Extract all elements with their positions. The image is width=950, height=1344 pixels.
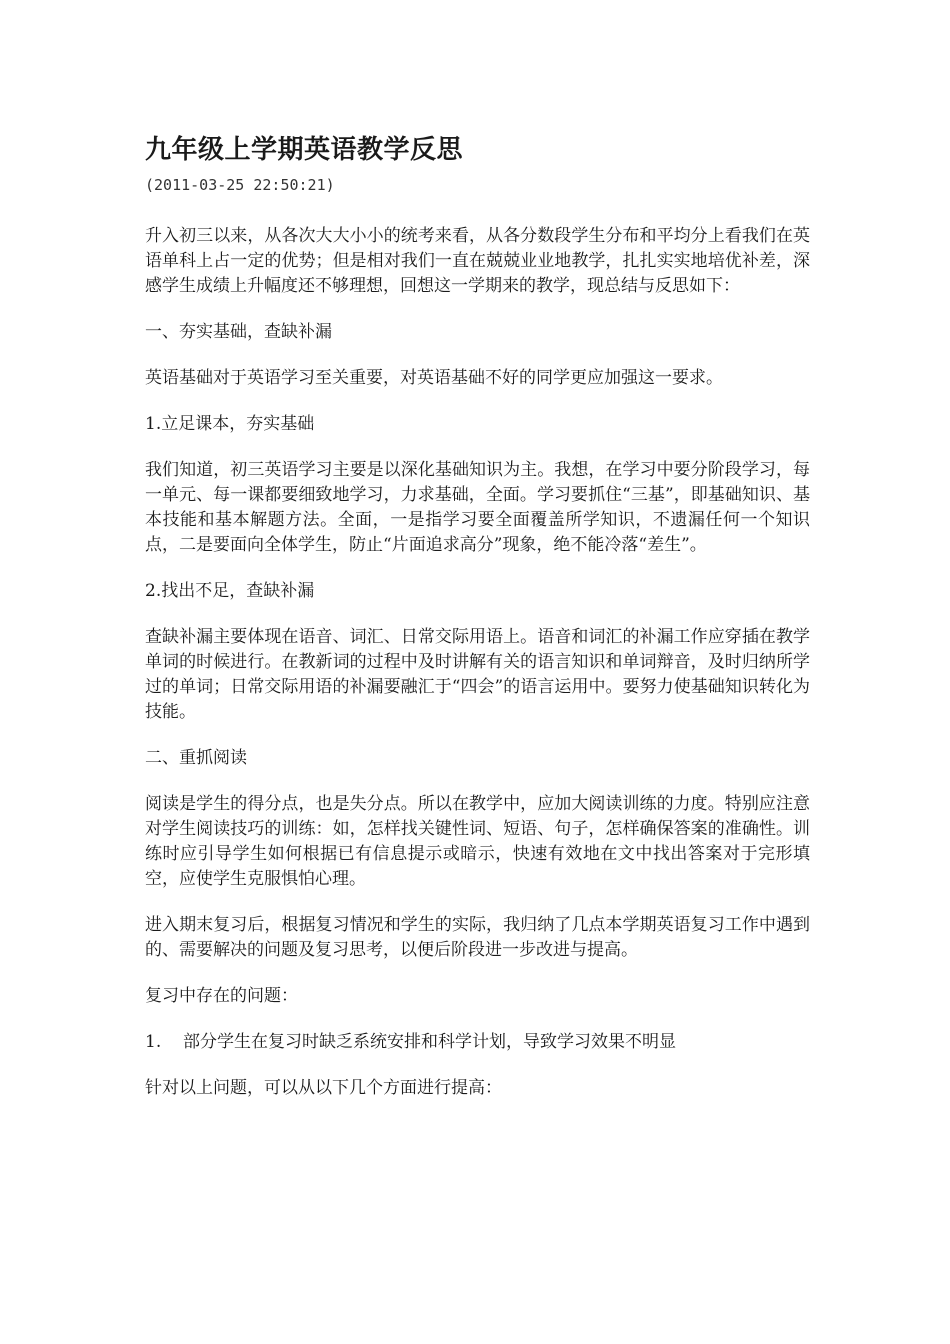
post-date: (2011-03-25 22:50:21) [145,176,335,194]
problems-heading: 复习中存在的问题： [145,986,298,1006]
subsection-2-heading: 2.找出不足，查缺补漏 [145,581,315,601]
section-2-text: 阅读是学生的得分点，也是失分点。所以在教学中，应加大阅读训练的力度。特别应注意对学生阅读技巧的训练：如，怎样找关键性词、短语、句子，怎样确保答案的准确性。训练时应引导学生如何根据已有信息提示或暗示，快速有效地在文中找出答案对于完形填空，应使学生克服惧怕心理。 [145,794,810,889]
section-1-heading: 一、夯实基础，查缺补漏 [145,322,332,342]
improvement-paragraph: 针对以上问题，可以从以下几个方面进行提高： [145,1078,502,1098]
list-number: 1. [145,1032,162,1052]
subsection-1-text: 我们知道，初三英语学习主要是以深化基础知识为主。我想，在学习中要分阶段学习，每一单元、每一课都要细致地学习，力求基础，全面。学习要抓住“三基”，即基础知识、基本技能和基本解题方法。全面，一是指学习要全面覆盖所学知识，不遗漏任何一个知识点，二是要面向全体学生，防止“片面追求高分”现象，绝不能冷落“差生”。 [145,460,810,555]
document-page [145,132,810,1101]
section-2-heading: 二、重抓阅读 [145,748,247,768]
section-1-text: 英语基础对于英语学习至关重要，对英语基础不好的同学更应加强这一要求。 [145,368,723,388]
subsection-2-text: 查缺补漏主要体现在语音、词汇、日常交际用语上。语音和词汇的补漏工作应穿插在教学单词的时候进行。在教新词的过程中及时讲解有关的语言知识和单词辩音，及时归纳所学过的单词；日常交际用语的补漏要融汇于“四会”的语言运用中。要努力使基础知识转化为技能。 [145,627,810,722]
list-item-text: 部分学生在复习时缺乏系统安排和科学计划，导致学习效果不明显 [183,1032,676,1052]
subsection-1-heading: 1.立足课本，夯实基础 [145,414,315,434]
intro-paragraph: 升入初三以来，从各次大大小小的统考来看，从各分数段学生分布和平均分上看我们在英语单科上占一定的优势；但是相对我们一直在兢兢业业地教学，扎扎实实地培优补差，深感学生成绩上升幅度还不够理想，回想这一学期来的教学，现总结与反思如下： [145,226,810,296]
document-title: 九年级上学期英语教学反思 [145,135,464,165]
review-paragraph: 进入期末复习后，根据复习情况和学生的实际，我归纳了几点本学期英语复习工作中遇到的、需要解决的问题及复习思考，以便后阶段进一步改进与提高。 [145,915,810,960]
problem-list-item [145,1030,810,1055]
